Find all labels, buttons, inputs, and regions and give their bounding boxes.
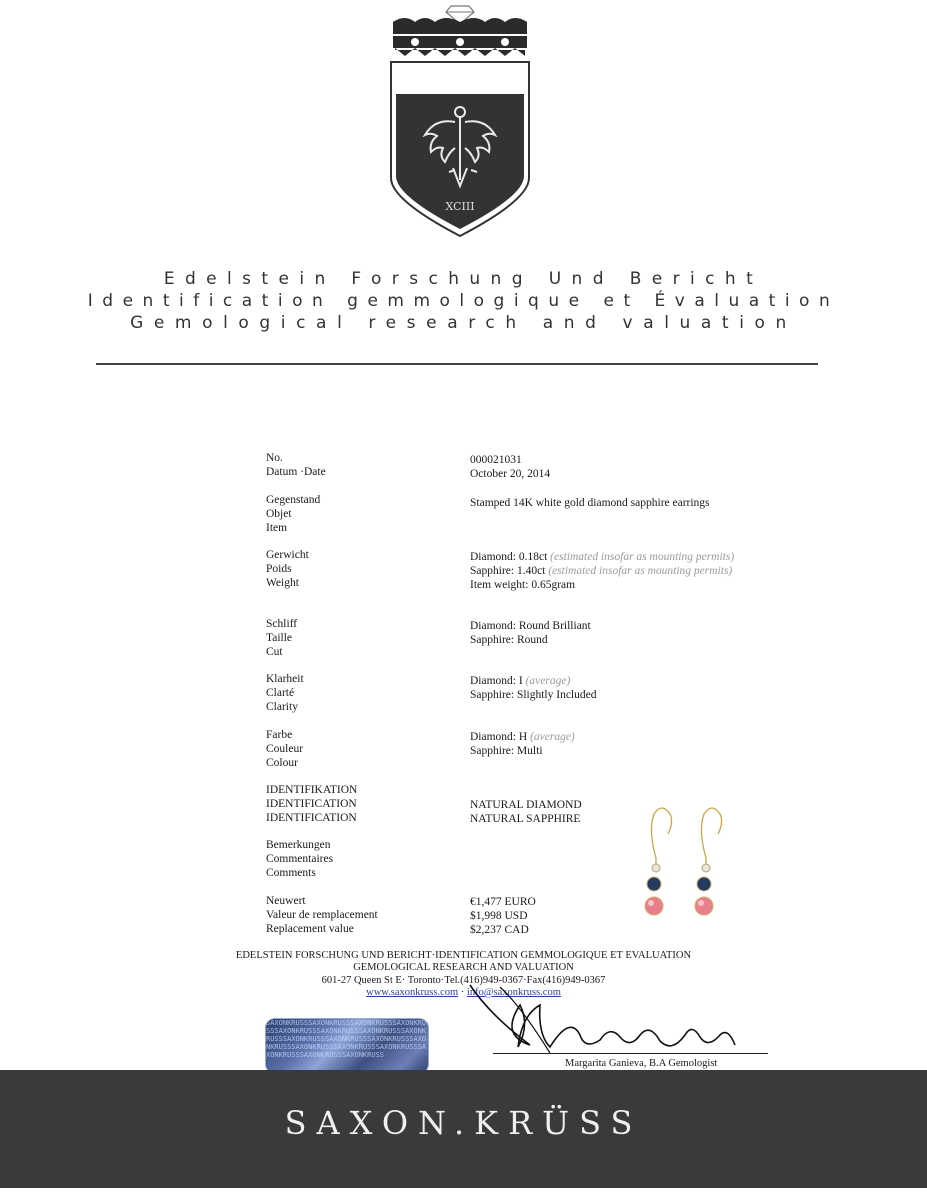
certificate-number: 000021031 [470, 454, 522, 466]
label-comments-en: Comments [266, 867, 316, 879]
footer-line-1: EDELSTEIN FORSCHUNG UND BERICHT·IDENTIFICATION GEMMOLOGIQUE ET EVALUATION [235, 950, 692, 961]
value-cad: $2,237 CAD [470, 924, 529, 936]
label-date: Datum ·Date [266, 466, 326, 478]
header-line-fr: Identification gemmologique et Évaluation [87, 291, 840, 311]
signer-name: Margarita Ganieva, B.A Gemologist [565, 1058, 718, 1069]
crown-ornament [393, 18, 527, 56]
signature-scribble [460, 975, 780, 1065]
colour-diamond: Diamond: H (average) [470, 731, 575, 743]
value-eur: €1,477 EURO [470, 896, 536, 908]
sapphire-pink-right [695, 897, 713, 915]
label-colour-de: Farbe [266, 729, 293, 741]
crest-emblem [385, 0, 535, 240]
earrings-photo [618, 800, 748, 930]
weight-diamond: Diamond: 0.18ct (estimated insofar as mounting permits) [470, 551, 735, 563]
label-cut-en: Cut [266, 646, 283, 658]
header-line-de: Edelstein Forschung Und Bericht [163, 269, 764, 289]
label-weight-fr: Poids [266, 563, 292, 575]
diamond-stone-left [652, 864, 660, 872]
label-identification-de: IDENTIFIKATION [266, 784, 358, 796]
label-comments-de: Bemerkungen [266, 839, 331, 851]
label-replacement-en: Replacement value [266, 923, 354, 935]
header-rule [96, 363, 818, 365]
cut-diamond: Diamond: Round Brilliant [470, 620, 591, 632]
label-weight-de: Gerwicht [266, 549, 309, 561]
label-item-fr: Objet [266, 508, 292, 520]
certificate-date: October 20, 2014 [470, 468, 551, 480]
weight-item: Item weight: 0.65gram [470, 579, 576, 591]
footer-line-3: 601-27 Queen St E· Toronto·Tel.(416)949-0367·Fax(416)949-0367 [321, 975, 606, 986]
label-cut-fr: Taille [266, 632, 293, 644]
label-colour-fr: Couleur [266, 743, 304, 755]
label-identification-en: IDENTIFICATION [266, 812, 357, 824]
label-clarity-en: Clarity [266, 701, 298, 713]
clarity-diamond: Diamond: I (average) [470, 675, 571, 687]
footer-line-2: GEMOLOGICAL RESEARCH AND VALUATION [353, 962, 574, 973]
header-line-en: Gemological research and valuation [130, 313, 797, 333]
diamond-stone-right [702, 864, 710, 872]
item-value: Stamped 14K white gold diamond sapphire earrings [470, 497, 710, 509]
weight-sapphire: Sapphire: 1.40ct (estimated insofar as mounting permits) [470, 565, 733, 577]
sapphire-blue-right [697, 877, 711, 891]
identification-sapphire: NATURAL SAPPHIRE [470, 813, 581, 825]
label-replacement-fr: Valeur de remplacement [266, 909, 378, 921]
crest-caption: XCIII [445, 200, 475, 213]
hologram-sticker: SAXONKRUSSSAXONKRUSSSAXONKRUSSSAXONKRUSSSAXONKRUSSSAXONKRUSSSAXONKRUSSSAXONKRUSSSAXONKRUSSSAXONKRUSSSAXONKRUSSSAXONKRUSSSAXONKRUSSSAXONKRUSSSAXONKRUSSSAXONKRUSSSAXONKRUSSSAXONKRUSS [265, 1018, 429, 1074]
sapphire-blue-left [647, 877, 661, 891]
identification-diamond: NATURAL DIAMOND [470, 799, 582, 811]
footer-links: www.saxonkruss.com · info@saxonkruss.com [366, 987, 561, 998]
label-clarity-fr: Clarté [266, 687, 295, 699]
clarity-sapphire: Sapphire: Slightly Included [470, 689, 597, 701]
label-cut-de: Schliff [266, 618, 298, 630]
label-item-de: Gegenstand [266, 494, 321, 506]
label-comments-fr: Commentaires [266, 853, 334, 865]
label-replacement-de: Neuwert [266, 895, 306, 907]
label-no: No. [266, 452, 283, 464]
label-colour-en: Colour [266, 757, 298, 769]
signature-line [493, 1053, 768, 1054]
value-usd: $1,998 USD [470, 910, 528, 922]
label-identification-fr: IDENTIFICATION [266, 798, 357, 810]
email-link[interactable]: info@saxonkruss.com [466, 987, 561, 998]
brand-name: SAXON.KRÜSS [284, 1104, 643, 1142]
colour-sapphire: Sapphire: Multi [470, 745, 543, 757]
website-link[interactable]: www.saxonkruss.com [366, 987, 459, 998]
sapphire-pink-left [645, 897, 663, 915]
label-item-en: Item [266, 522, 288, 534]
cut-sapphire: Sapphire: Round [470, 634, 548, 646]
label-weight-en: Weight [266, 577, 299, 589]
label-clarity-de: Klarheit [266, 673, 304, 685]
